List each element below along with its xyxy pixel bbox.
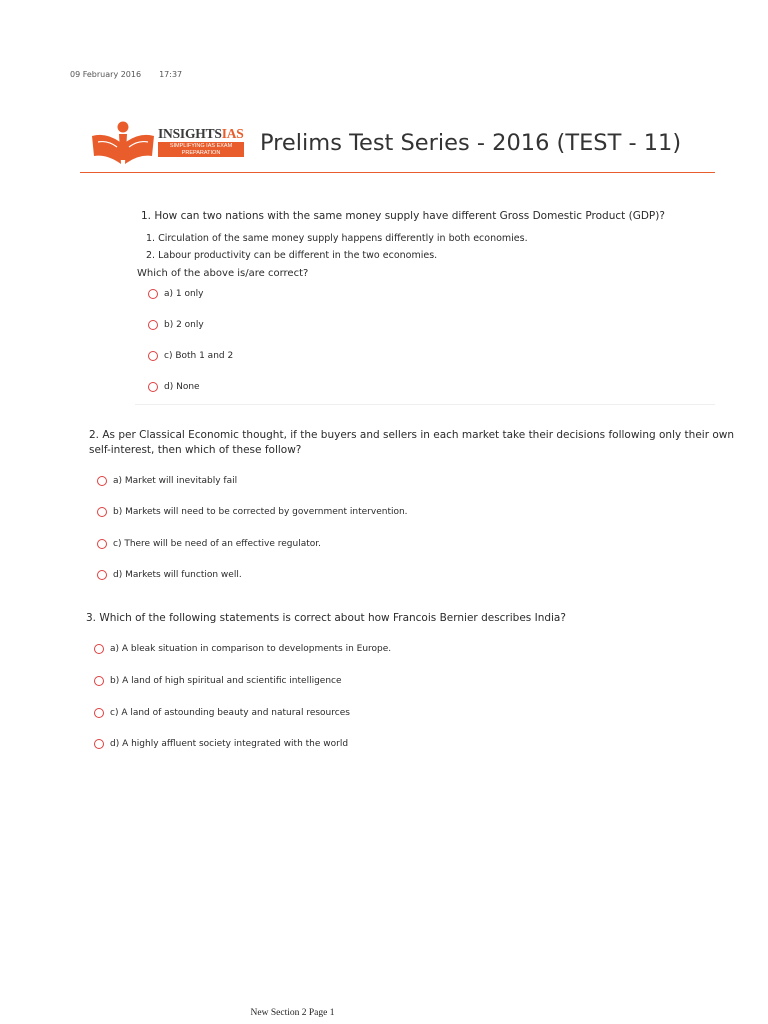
date-label: 09 February 2016 — [70, 70, 142, 79]
question-1-option-d[interactable]: d) None — [148, 382, 200, 392]
question-2-text: 2. As per Classical Economic thought, if the buyers and sellers in each market take their decisions following only their own self-interest, then which of these follow? — [89, 429, 735, 456]
radio-button[interactable] — [97, 507, 107, 517]
question-1-option-a[interactable]: a) 1 only — [148, 289, 204, 299]
question-2-option-c[interactable]: c) There will be need of an effective regulator. — [97, 539, 321, 549]
question-1-option-b[interactable]: b) 2 only — [148, 320, 204, 330]
question-divider — [135, 404, 715, 405]
question-3-option-d[interactable]: d) A highly affluent society integrated with the world — [94, 739, 348, 749]
question-2-option-d[interactable]: d) Markets will function well. — [97, 570, 242, 580]
radio-button[interactable] — [94, 739, 104, 749]
radio-button[interactable] — [94, 708, 104, 718]
page-title: Prelims Test Series - 2016 (TEST - 11) — [260, 130, 682, 156]
question-1-statement-2: 2. Labour productivity can be different in the two economies. — [146, 250, 438, 261]
insightsias-logo — [90, 120, 250, 168]
page-footer: New Section 2 Page 1 — [250, 1008, 335, 1018]
radio-button[interactable] — [148, 320, 158, 330]
logo-tagline: SIMPLIFYING IAS EXAM PREPARATION — [158, 142, 244, 157]
book-person-logo-icon — [90, 120, 156, 168]
question-3-option-a[interactable]: a) A bleak situation in comparison to developments in Europe. — [94, 644, 391, 654]
question-1-statement-1: 1. Circulation of the same money supply happens differently in both economies. — [146, 233, 528, 244]
question-1-text: 1. How can two nations with the same money supply have different Gross Domestic Product (GDP)? — [141, 210, 665, 222]
question-1-prompt: Which of the above is/are correct? — [137, 268, 309, 279]
question-3-option-b[interactable]: b) A land of high spiritual and scientific intelligence — [94, 676, 342, 686]
question-3-text: 3. Which of the following statements is correct about how Francois Bernier describes India? — [86, 612, 566, 624]
question-1-option-c[interactable]: c) Both 1 and 2 — [148, 351, 233, 361]
radio-button[interactable] — [97, 539, 107, 549]
timestamp — [70, 70, 182, 79]
question-2-option-a[interactable]: a) Market will inevitably fail — [97, 476, 237, 486]
logo-wordmark: INSIGHTSIAS — [158, 126, 244, 141]
question-2-option-b[interactable]: b) Markets will need to be corrected by government intervention. — [97, 507, 408, 517]
radio-button[interactable] — [94, 676, 104, 686]
radio-button[interactable] — [148, 351, 158, 361]
radio-button[interactable] — [97, 476, 107, 486]
time-label: 17:37 — [159, 70, 183, 79]
radio-button[interactable] — [94, 644, 104, 654]
radio-button[interactable] — [148, 382, 158, 392]
test-header — [80, 116, 715, 173]
question-3-option-c[interactable]: c) A land of astounding beauty and natural resources — [94, 708, 350, 718]
radio-button[interactable] — [97, 570, 107, 580]
radio-button[interactable] — [148, 289, 158, 299]
